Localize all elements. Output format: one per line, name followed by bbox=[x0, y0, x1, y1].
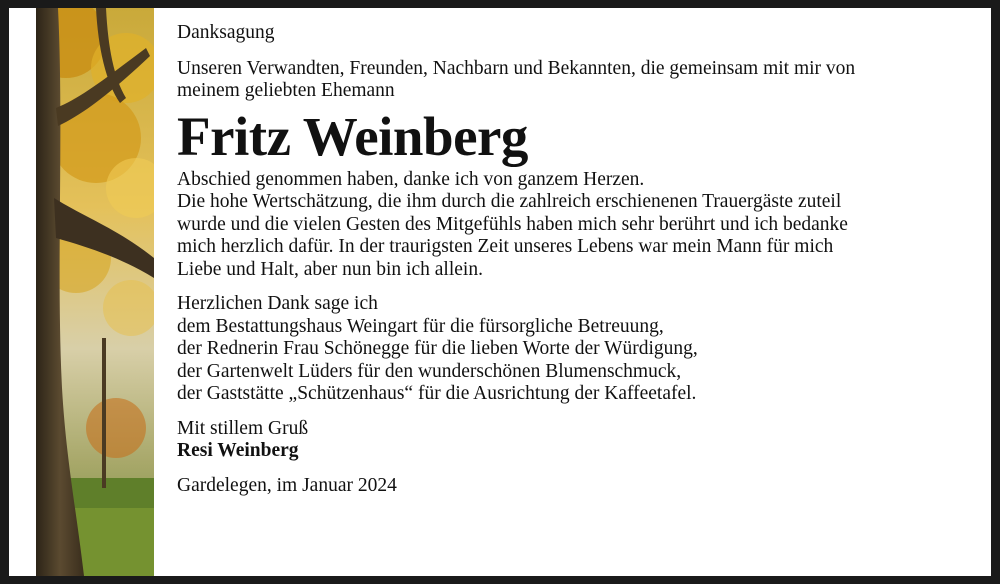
autumn-tree-photo bbox=[36, 8, 154, 576]
place-date: Gardelegen, im Januar 2024 bbox=[177, 474, 397, 496]
thanks-line: der Rednerin Frau Schönegge für die lieben Worte der Würdigung, bbox=[177, 338, 698, 359]
paragraph-gap bbox=[177, 406, 977, 418]
closing-text: Mit stillem Gruß bbox=[177, 417, 309, 439]
notice-heading: Danksagung bbox=[177, 22, 275, 43]
body-line: wurde und die vielen Gesten des Mitgefühls haben mich sehr berührt und ich bedanke bbox=[177, 213, 848, 235]
body-line: Abschied genommen haben, danke ich von ganzem Herzen. bbox=[177, 168, 645, 190]
notice-content-area bbox=[9, 8, 991, 576]
thanks-line: der Gartenwelt Lüders für den wunderschönen Blumenschmuck, bbox=[177, 360, 682, 382]
thanks-line: Herzlichen Dank sage ich bbox=[177, 293, 378, 314]
intro-line: meinem geliebten Ehemann bbox=[177, 80, 395, 101]
intro-line: Unseren Verwandten, Freunden, Nachbarn und Bekannten, die gemeinsam mit mir von bbox=[177, 57, 856, 79]
body-line: Die hohe Wertschätzung, die ihm durch die zahlreich erschienenen Trauergäste zuteil bbox=[177, 191, 842, 212]
signature: Resi Weinberg bbox=[177, 440, 299, 461]
body-line: Liebe und Halt, aber nun bin ich allein. bbox=[177, 258, 483, 280]
thanks-line: dem Bestattungshaus Weingart für die fürsorgliche Betreuung, bbox=[177, 315, 664, 337]
paragraph-gap bbox=[177, 463, 977, 475]
body-line: mich herzlich dafür. In der traurigsten Zeit unseres Lebens war mein Mann für mich bbox=[177, 236, 834, 257]
paragraph-gap bbox=[177, 281, 977, 293]
deceased-name: Fritz Weinberg bbox=[177, 105, 528, 167]
notice-text bbox=[177, 22, 977, 497]
thanks-line: der Gaststätte „Schützenhaus“ für die Ausrichtung der Kaffeetafel. bbox=[177, 383, 697, 404]
